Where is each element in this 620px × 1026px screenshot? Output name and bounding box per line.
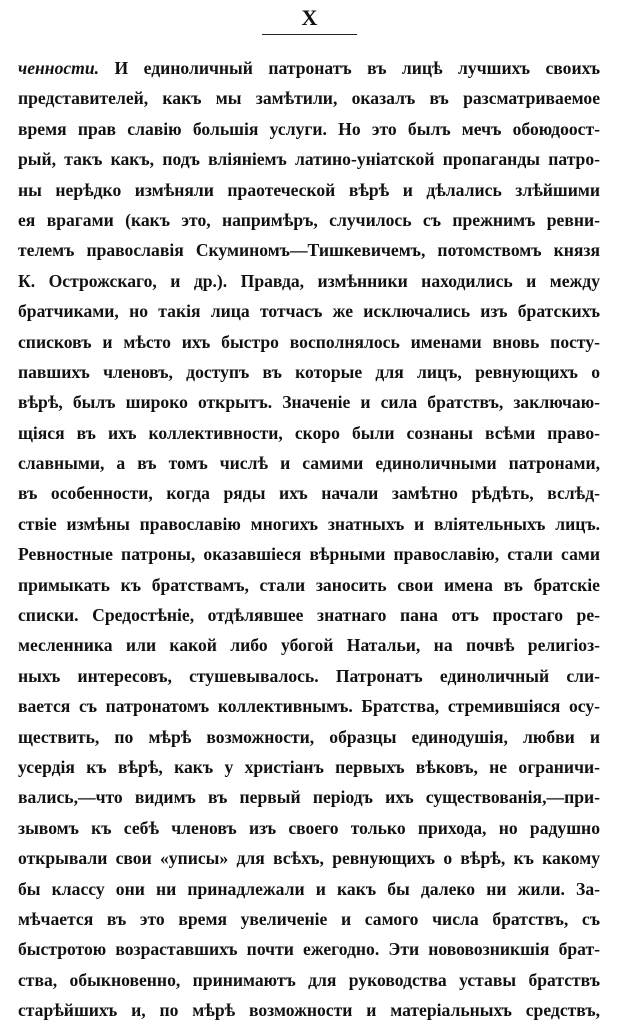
text-line: славными, а въ томъ числѣ и самими единоличными патронами,: [18, 453, 600, 474]
page-number: X: [301, 5, 319, 30]
text-line: ны нерѣдко измѣняли праотеческой вѣрѣ и дѣлались злѣйшими: [18, 179, 600, 200]
text-line: телемъ православія Скуминомъ—Тишкевичемъ, потомствомъ князя: [18, 240, 600, 261]
text-line: списковъ и мѣсто ихъ быстро восполнялось именами вновь посту-: [18, 331, 600, 352]
text-line: зывомъ къ себѣ членовъ изъ своего только прихода, но радушно: [18, 817, 600, 838]
text-line: вались,—что видимъ въ первый періодъ ихъ существованія,—при-: [18, 787, 600, 808]
text-line: [18, 53, 600, 83]
text-line: старѣйшихъ и, по мѣрѣ возможности и матеріальныхъ средствъ,: [18, 1000, 600, 1021]
text-line: братчиками, но такія лица тотчасъ же исключались изъ братскихъ: [18, 301, 600, 322]
text-line: ства, обыкновенно, принимаютъ для руководства уставы братствъ: [18, 969, 600, 990]
text-line: представителей, какъ мы замѣтили, оказалъ въ разсматриваемое: [18, 88, 600, 109]
header-rule: [262, 34, 357, 35]
text-line: мѣчается въ это время увеличеніе и самого числа братствъ, съ: [18, 908, 600, 929]
text-line: усердія къ вѣрѣ, какъ у христіанъ первыхъ вѣковъ, не ограничи-: [18, 756, 600, 777]
text-line: месленника или какой либо убогой Натальи, на почвѣ религіоз-: [18, 635, 600, 656]
text-line: ея врагами (какъ это, напримѣръ, случилось съ прежнимъ ревни-: [18, 209, 600, 230]
text-line: примыкать къ братствамъ, стали заносить свои имена въ братскіе: [18, 574, 600, 595]
text-line: ствіе измѣны православію многихъ знатныхъ и вліятельныхъ лицъ.: [18, 513, 600, 534]
text-line: вѣрѣ, былъ широко открытъ. Значеніе и сила братствъ, заключаю-: [18, 392, 600, 413]
page-header: [0, 6, 620, 30]
text-line: бы классу они ни принадлежали и какъ бы далеко ни жили. За-: [18, 878, 600, 899]
text-line: ществить, по мѣрѣ возможности, образцы единодушія, любви и: [18, 726, 600, 747]
text-line: вается съ патронатомъ коллективнымъ. Братства, стремившіяся осу-: [18, 696, 600, 717]
text-line: быстротою возраставшихъ почти ежегодно. Эти нововозникшія брат-: [18, 939, 600, 960]
text-line: щіяся въ ихъ коллективности, скоро были сознаны всѣми право-: [18, 422, 600, 443]
body-text: [18, 53, 600, 1026]
text-line: рый, такъ какъ, подъ вліяніемъ латино-уніатской пропаганды патро-: [18, 149, 600, 170]
text-line: павшихъ членовъ, доступъ въ которые для лицъ, ревнующихъ о: [18, 361, 600, 382]
text-line-lead: ченности.: [18, 58, 100, 78]
text-line: ныхъ интересовъ, стушевывалось. Патронатъ единоличный сли-: [18, 665, 600, 686]
text-line: К. Острожскаго, и др.). Правда, измѣнники находились и между: [18, 270, 600, 291]
text-line: Ревностные патроны, оказавшіеся вѣрными православію, стали сами: [18, 544, 600, 565]
text-line: открывали свои «уписы» для всѣхъ, ревнующихъ о вѣрѣ, къ какому: [18, 848, 600, 869]
text-line-body: И единоличный патронатъ въ лицѣ лучшихъ своихъ: [99, 58, 600, 78]
text-line: списки. Средостѣніе, отдѣлявшее знатнаго пана отъ простаго ре-: [18, 605, 600, 626]
text-line: въ особенности, когда ряды ихъ начали замѣтно рѣдѣть, вслѣд-: [18, 483, 600, 504]
text-line: время прав славію большія услуги. Но это былъ мечъ обоюдоост-: [18, 118, 600, 139]
